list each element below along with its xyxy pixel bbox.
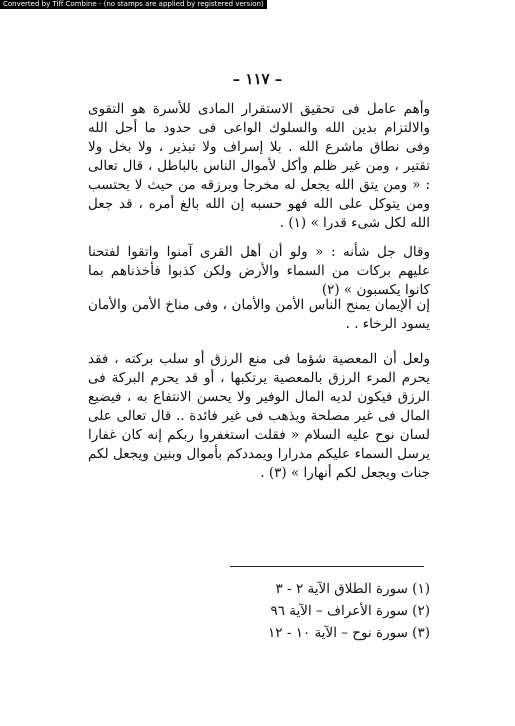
page-number: – ١١٧ – [232, 70, 283, 88]
paragraph-text: وقال جل شأنه : « ولو أن أهل القرى آمنوا واتقوا لفتحنا عليهم بركات من السماء والأرض ولكن كذبوا فأخذناهم بما كانوا يكسبون » (٢) [88, 244, 430, 298]
paragraph-text: إن الإيمان يمنح الناس الأمن والأمان ، وفى مناخ الأمن والأمان يسود الرخاء . . [88, 297, 430, 332]
footnote: (٣) سورة نوح – الآية ١٠ - ١٢ [268, 625, 430, 641]
footnote-separator [230, 566, 424, 567]
body-paragraph [88, 243, 430, 300]
footnote: (١) سورة الطلاق الآية ٢ - ٣ [275, 581, 430, 597]
conversion-banner: Converted by Tiff Combine - (no stamps are applied by registered version) [0, 0, 267, 9]
body-paragraph [88, 296, 430, 334]
paragraph-text: وأهم عامل فى تحقيق الاستقرار المادى للأسرة هو التقوى والالتزام بدين الله والسلوك الواعى فى حدود ما أحل الله وفى نطاق ماشرع الله . بلا إسراف ولا تبذير ، ولا بخل ولا تقتير ، ومن غير ظلم وأكل لأموال الناس بالباطل ، قال تعالى : « ومن يتق الله يجعل له مخرجا ويرزقه من حيث لا يحتسب ومن يتوكل على الله فهو حسبه إن الله بالغ أمره ، قد جعل الله لكل شىء قدرا » (١) . [88, 101, 430, 231]
footnotes [200, 578, 430, 644]
body-paragraph [88, 350, 430, 483]
body-paragraph [88, 100, 430, 233]
footnote: (٢) سورة الأعراف – الآية ٩٦ [270, 603, 430, 619]
paragraph-text: ولعل أن المعصية شؤما فى منع الرزق أو سلب بركته ، فقد يحرم المرء الرزق بالمعصية يرتكبها ، أو قد يحرم البركة فى الرزق فيكون لديه المال الوفير ولا يحسن الانتفاع به ، فيضيع المال فى غير مصلحة ويذهب فى غير فائدة .. قال تعالى على لسان نوح عليه السلام « فقلت استغفروا ربكم إنه كان غفارا يرسل السماء عليكم مدرارا ويمددكم بأموال وبنين ويجعل لكم جنات ويجعل لكم أنهارا » (٣) . [88, 351, 430, 481]
